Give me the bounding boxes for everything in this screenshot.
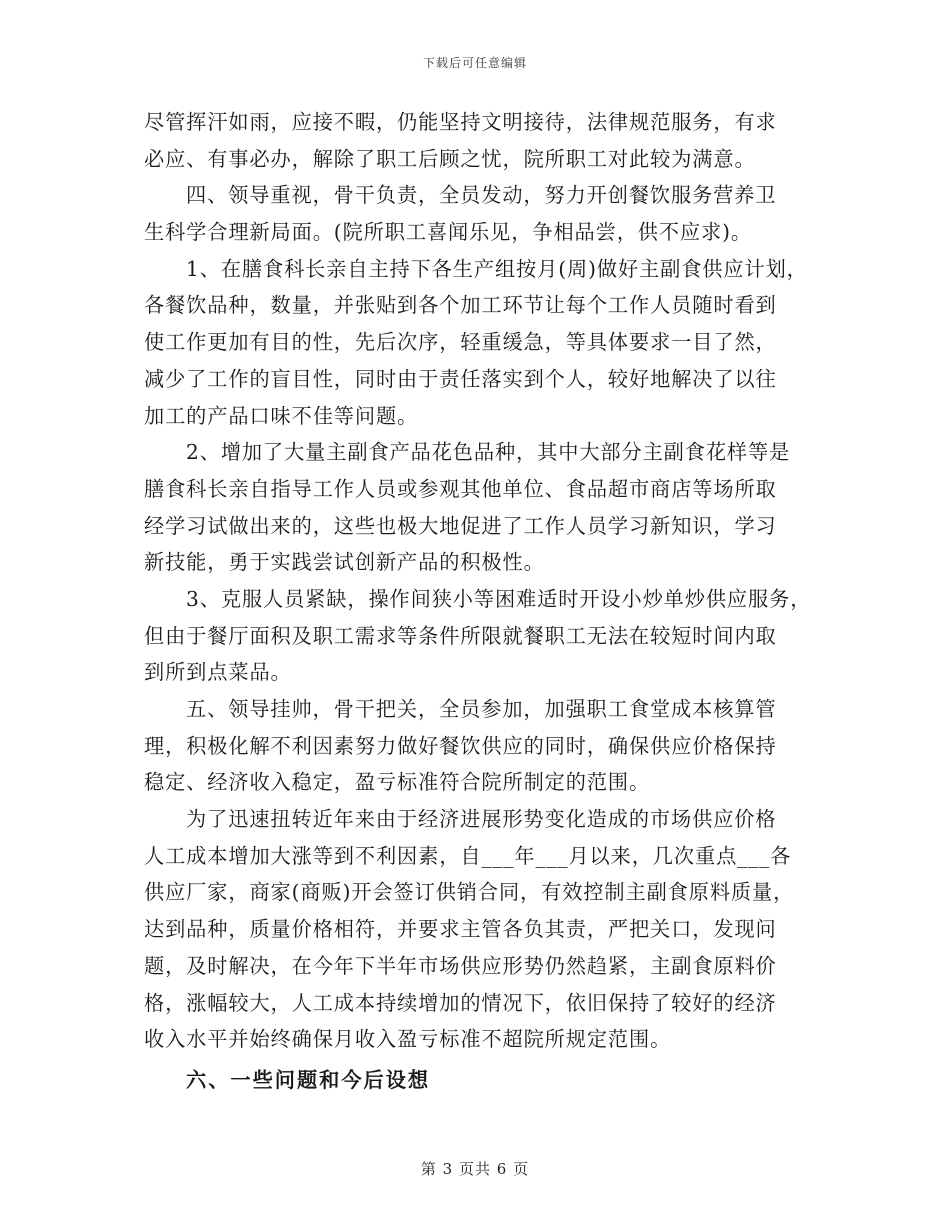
body-line: 理，积极化解不利因素努力做好餐饮供应的同时，确保供应价格保持 xyxy=(144,733,777,758)
item-three-line: 3、克服人员紧缺，操作间狭小等困难适时开设小炒单炒供应服务， xyxy=(186,586,812,611)
body-line: 供应厂家，商家(商贩)开会签订供销合同，有效控制主副食原料质量， xyxy=(144,880,795,905)
section-four-line: 四、领导重视，骨干负责，全员发动，努力开创餐饮服务营养卫 xyxy=(186,183,777,208)
body-line: 生科学合理新局面。(院所职工喜闻乐见，争相品尝，供不应求)。 xyxy=(144,220,753,245)
document-body xyxy=(144,104,820,1099)
body-line: 到所到点菜品。 xyxy=(144,660,292,685)
page-header: 下载后可任意编辑 xyxy=(422,56,527,70)
item-one-line: 1、在膳食科长亲自主持下各生产组按月(周)做好主副食供应计划， xyxy=(186,256,808,281)
body-line: 必应、有事必办，解除了职工后顾之忧，院所职工对此较为满意。 xyxy=(144,146,756,171)
body-line: 但由于餐厅面积及职工需求等条件所限就餐职工无法在较短时间内取 xyxy=(144,623,777,648)
body-line: 收入水平并始终确保月收入盈亏标准不超院所规定范围。 xyxy=(144,1027,672,1052)
body-line: 人工成本增加大涨等到不利因素，自___年___月以来，几次重点___各 xyxy=(144,843,792,868)
paragraph-start-line: 为了迅速扭转近年来由于经济进展形势变化造成的市场供应价格 xyxy=(186,807,777,832)
section-six-heading: 六、一些问题和今后设想 xyxy=(186,1067,431,1092)
section-five-line: 五、领导挂帅，骨干把关，全员参加，加强职工食堂成本核算管 xyxy=(186,697,777,721)
body-line: 稳定、经济收入稳定，盈亏标准符合院所制定的范围。 xyxy=(144,770,651,795)
body-line: 膳食科长亲自指导工作人员或参观其他单位、食品超市商店等场所取 xyxy=(144,476,777,501)
body-line: 减少了工作的盲目性，同时由于责任落实到个人，较好地解决了以往 xyxy=(144,366,777,391)
body-line: 达到品种，质量价格相符，并要求主管各负其责，严把关口，发现问 xyxy=(144,917,777,942)
body-line: 题，及时解决，在今年下半年市场供应形势仍然趋紧，主副食原料价 xyxy=(144,953,777,978)
item-two-line: 2、增加了大量主副食产品花色品种，其中大部分主副食花样等是 xyxy=(186,440,791,465)
body-line: 格，涨幅较大，人工成本持续增加的情况下，依旧保持了较好的经济 xyxy=(144,990,777,1015)
body-line: 使工作更加有目的性，先后次序，轻重缓急，等具体要求一目了然， xyxy=(144,330,777,355)
body-line: 各餐饮品种，数量，并张贴到各个加工环节让每个工作人员随时看到 xyxy=(144,293,777,318)
page-footer: 第 3 页共 6 页 xyxy=(420,1160,530,1178)
body-line: 经学习试做出来的，这些也极大地促进了工作人员学习新知识，学习 xyxy=(144,513,777,538)
body-line: 加工的产品口味不佳等问题。 xyxy=(144,403,419,428)
body-line: 新技能，勇于实践尝试创新产品的积极性。 xyxy=(144,550,545,575)
body-line: 尽管挥汗如雨，应接不暇，仍能坚持文明接待，法律规范服务，有求 xyxy=(144,110,777,134)
